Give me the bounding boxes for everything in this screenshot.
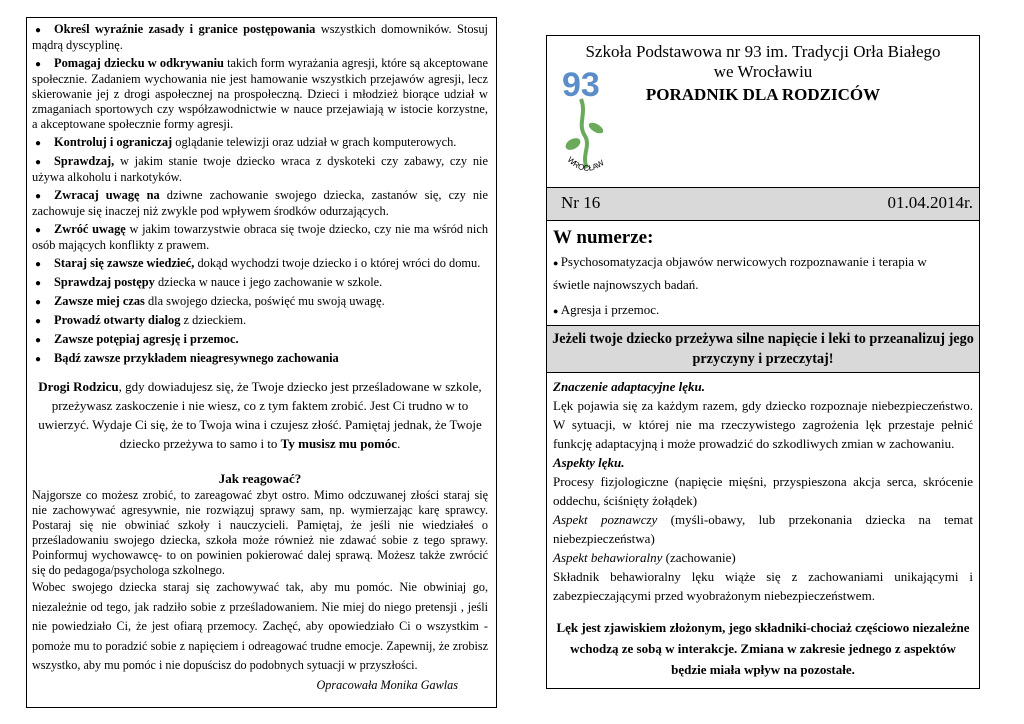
article-paragraph: Lęk pojawia się za każdym razem, gdy dziecko rozpoznaje niebezpieczeństwo. W sytuacji, w której nie ma rzeczywistego zagrożenia lęk przestaje pełnić funkcję adaptacyjną i może prowadzić do szkodliwych zmian w zachowaniu.	[553, 398, 973, 451]
aspect-name: Aspekt behawioralny	[553, 550, 663, 565]
greeting-bold: Drogi Rodzicu	[38, 379, 119, 394]
bullet-icon: ●	[35, 25, 42, 36]
advice-text: dziwne zachowanie swojego dziecka, zastanów się, czy nie zachowuje się inaczej niż zwykle pod wpływem środków odurzających.	[32, 188, 488, 218]
article-banner	[546, 325, 980, 373]
advice-item	[32, 332, 488, 348]
greeting-emphasis: Ty musisz mu pomóc	[280, 436, 398, 451]
contents-item-text: Psychosomatyzacja objawów nerwicowych rozpoznawanie i terapia w świetle najnowszych badań.	[553, 254, 927, 292]
advice-bold: Zawsze potępiaj agresję i przemoc.	[54, 332, 239, 346]
left-page	[26, 17, 497, 708]
bullet-icon: ●	[35, 259, 42, 270]
howto-paragraph-2	[32, 578, 488, 692]
section-heading: Jak reagować?	[218, 471, 302, 486]
howto-text: Wobec swojego dziecka staraj się zachowywać tak, aby mu pomóc. Nie obwiniaj go, niezależnie od tego, jak radziło sobie z prześladowaniem. Nie miej do niego pretensji , jeśli nie powiedziało Ci, że jest ofiarą przemocy. Zachęć, aby opowiedziało Ci o wszystkim - pomoże mu to poradzić sobie z napięciem i odreagować trudne emocje. Zapewnij, że zrobisz wszystko, aby mu pomóc i nie dopuścisz do podobnych sytuacji w przyszłości.	[32, 580, 488, 672]
logo-number: 93	[562, 66, 600, 104]
bullet-icon: ●	[35, 157, 42, 168]
school-name-line2: we Wrocławiu	[713, 62, 813, 81]
article-paragraph: Procesy fizjologiczne (napięcie mięśni, przyspieszona akcja serca, skrócenie oddechu, ściśnięty żołądek)	[553, 474, 973, 508]
advice-text: w jakim towarzystwie obraca się twoje dziecko, czy nie ma wśród nich osób mających konflikty z prawem.	[32, 222, 489, 252]
bullet-icon: ●	[35, 59, 42, 70]
article-paragraph	[553, 548, 973, 567]
advice-item	[32, 188, 488, 219]
advice-item	[32, 135, 488, 151]
advice-text: takich form wyrażania agresji, które są akceptowane społecznie. Zadaniem wychowania nie jest hamowanie wszystkich przejawów agresji, lecz skierowanie jej z drogi aspołecznej na prospołeczną. Dzieci i młodzież biorące udział w zmaganiach sportowych czy współzawodnictwie w nauce przejawiają w istocie korzystne, a akceptowane społecznie formy agresji.	[32, 56, 488, 131]
newsletter-title: PORADNIK DLA RODZICÓW	[645, 85, 881, 104]
article-subheading: Znaczenie adaptacyjne lęku.	[553, 379, 706, 394]
advice-bold: Pomagaj dziecku w odkrywaniu	[54, 56, 224, 70]
bullet-icon: ●	[35, 225, 42, 236]
aspect-text: (zachowanie)	[662, 550, 736, 565]
advice-text: w jakim stanie twoje dziecko wraca z dyskoteki czy zabawy, czy nie używa alkoholu i narkotyków.	[32, 154, 488, 184]
aspect-name: Aspekt poznawczy	[553, 512, 658, 527]
logo-leaf	[587, 121, 605, 136]
advice-bold: Prowadź otwarty dialog	[54, 313, 181, 327]
logo-leaf	[564, 136, 583, 153]
bullet-icon: ●	[35, 354, 42, 365]
advice-item	[32, 256, 488, 272]
bullet-icon: ●	[35, 335, 42, 346]
advice-text: z dzieckiem.	[180, 313, 247, 327]
article-paragraph: Składnik behawioralny lęku wiąże się z zachowaniami unikającymi i zabezpieczającymi przed wyobrażonym niebezpieczeństwem.	[553, 569, 973, 603]
contents-heading: W numerze:	[553, 227, 654, 248]
advice-item	[32, 154, 488, 185]
bullet-icon: ●	[553, 306, 561, 316]
advice-bold: Zwracaj uwagę na	[54, 188, 160, 202]
advice-item	[32, 313, 488, 329]
greeting-text: , gdy dowiadujesz się, że Twoje dziecko jest prześladowane w szkole, przeżywasz zaskoczenie i nie wiesz, co z tym faktem zrobić. Jest Ci trudno w to uwierzyć. Wydaje Ci się, że to Twoja wina i czujesz złość. Pamiętaj jednak, że Twoje dziecko przeżywa to samo i to	[38, 379, 482, 451]
newsletter-header	[546, 35, 980, 188]
contents-box	[546, 220, 980, 326]
issue-number: Nr 16	[561, 193, 601, 212]
advice-bold: Bądź zawsze przykładem nieagresywnego zachowania	[54, 351, 339, 365]
article-closing: Lęk jest zjawiskiem złożonym, jego składniki-chociaż częściowo niezależne wchodzą ze sobą w interakcje. Zmiana w zakresie jednego z aspektów będzie miała wpływ na pozostałe.	[556, 620, 970, 677]
issue-bar	[546, 187, 980, 221]
article-body	[546, 372, 980, 689]
bullet-icon: ●	[35, 316, 42, 327]
school-name	[547, 42, 979, 82]
contents-item	[553, 299, 659, 322]
advice-bold: Zwróć uwagę	[54, 222, 126, 236]
advice-text: dziecka w nauce i jego zachowanie w szkole.	[154, 275, 383, 289]
advice-text: dla swojego dziecka, poświęć mu swoją uwagę.	[144, 294, 385, 308]
advice-bold: Określ wyraźnie zasady i granice postępowania	[54, 22, 316, 36]
contents-item	[553, 251, 963, 295]
advice-item	[32, 351, 488, 367]
article-paragraph	[553, 510, 973, 548]
advice-bold: Staraj się zawsze wiedzieć,	[54, 256, 195, 270]
advice-text: oglądanie telewizji oraz udział w grach komputerowych.	[172, 135, 457, 149]
bullet-icon: ●	[35, 297, 42, 308]
logo-stem	[581, 99, 587, 168]
bullet-icon: ●	[35, 278, 42, 289]
howto-paragraph: Najgorsze co możesz zrobić, to zareagować zbyt ostro. Mimo odczuwanej złości staraj się nie zachowywać agresywnie, nie rozwiązuj sprawy sam, np. wymierzając karę sprawcy. Postaraj się nie obwiniać szkoły i nauczycieli. Pamiętaj, że jeśli nie wiedziałeś o prześladowaniu swojego dziecka, szkoła może również nie zdawać sobie z tego sprawy. Poinformuj wychowawcę- to on powinien pokierować dalej sprawą. Możesz także zwrócić się do pedagoga/psychologa szkolnego.	[32, 488, 488, 577]
aspect-text: (myśli-obawy, lub przekonania dziecka na temat niebezpieczeństwa)	[553, 512, 973, 546]
bullet-icon: ●	[35, 138, 42, 149]
advice-list	[32, 22, 488, 367]
advice-item	[32, 275, 488, 291]
school-name-line1: Szkoła Podstawowa nr 93 im. Tradycji Orła Białego	[585, 42, 941, 61]
advice-text: wszystkich domowników. Stosuj mądrą dyscyplinę.	[32, 22, 488, 52]
bullet-icon: ●	[35, 191, 42, 202]
advice-bold: Sprawdzaj postępy	[54, 275, 155, 289]
advice-bold: Sprawdzaj,	[54, 154, 115, 168]
advice-item	[32, 22, 488, 53]
advice-bold: Zawsze miej czas	[54, 294, 145, 308]
advice-item	[32, 294, 488, 310]
banner-text: Jeżeli twoje dziecko przeżywa silne napięcie i leki to przeanalizuj jego przyczyny i przeczytaj!	[552, 331, 974, 367]
advice-item	[32, 222, 488, 253]
bullet-icon: ●	[553, 258, 561, 268]
parent-greeting	[38, 377, 482, 453]
greeting-end: .	[397, 436, 401, 451]
issue-date: 01.04.2014r.	[887, 193, 973, 212]
contents-item-text: Agresja i przemoc.	[560, 302, 660, 317]
article-subheading: Aspekty lęku.	[553, 455, 625, 470]
advice-bold: Kontroluj i ograniczaj	[54, 135, 173, 149]
author-signature: Opracowała Monika Gawlas	[316, 677, 458, 692]
advice-item	[32, 56, 488, 132]
advice-text: dokąd wychodzi twoje dziecko i o której wróci do domu.	[194, 256, 481, 270]
logo-city-text: WROCŁAW	[565, 155, 606, 173]
